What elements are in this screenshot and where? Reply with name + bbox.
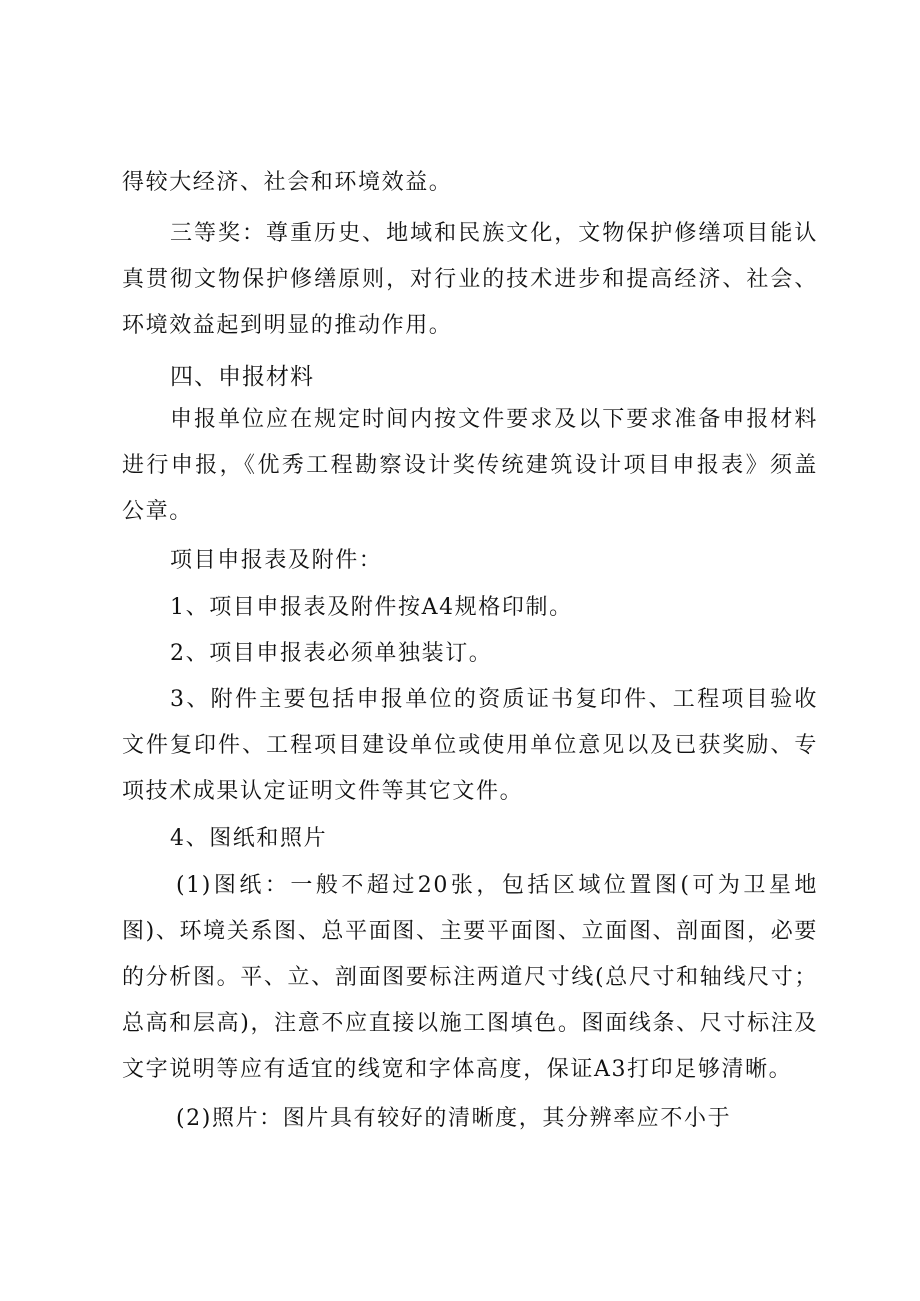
list-item-2: 2、项目申报表必须单独装订。	[170, 641, 493, 666]
paragraph-list-title: 项目申报表及附件：	[170, 548, 383, 573]
paragraph-continuation: 得较大经济、社会和环境效益。	[122, 170, 453, 195]
sub-item-photos: (2)照片：图片具有较好的清晰度，其分辨率应不小于	[176, 1106, 732, 1131]
list-item-4: 4、图纸和照片	[170, 826, 328, 851]
sub-item-drawings: (1)图纸：一般不超过20张，包括区域位置图(可为卫星地图)、环境关系图、总平面图、主要平面图、立面图、剖面图，必要的分析图。平、立、剖面图要标注两道尺寸线(总尺寸和轴线尺寸；总高和层高)，注意不应直接以施工图填色。图面线条、尺寸标注及文字说明等应有适宜的线宽和字体高度，保证A3打印足够清晰。	[122, 873, 818, 1082]
section-heading: 四、申报材料	[170, 364, 314, 390]
list-item-3: 3、附件主要包括申报单位的资质证书复印件、工程项目验收文件复印件、工程项目建设单位或使用单位意见以及已获奖励、专项技术成果认定证明文件等其它文件。	[122, 687, 818, 804]
paragraph-submission-intro: 申报单位应在规定时间内按文件要求及以下要求准备申报材料进行申报，《优秀工程勘察设计奖传统建筑设计项目申报表》须盖公章。	[122, 407, 818, 524]
paragraph-third-prize: 三等奖：尊重历史、地域和民族文化，文物保护修缮项目能认真贯彻文物保护修缮原则，对行业的技术进步和提高经济、社会、环境效益起到明显的推动作用。	[122, 221, 818, 338]
list-item-1: 1、项目申报表及附件按A4规格印制。	[170, 595, 573, 620]
